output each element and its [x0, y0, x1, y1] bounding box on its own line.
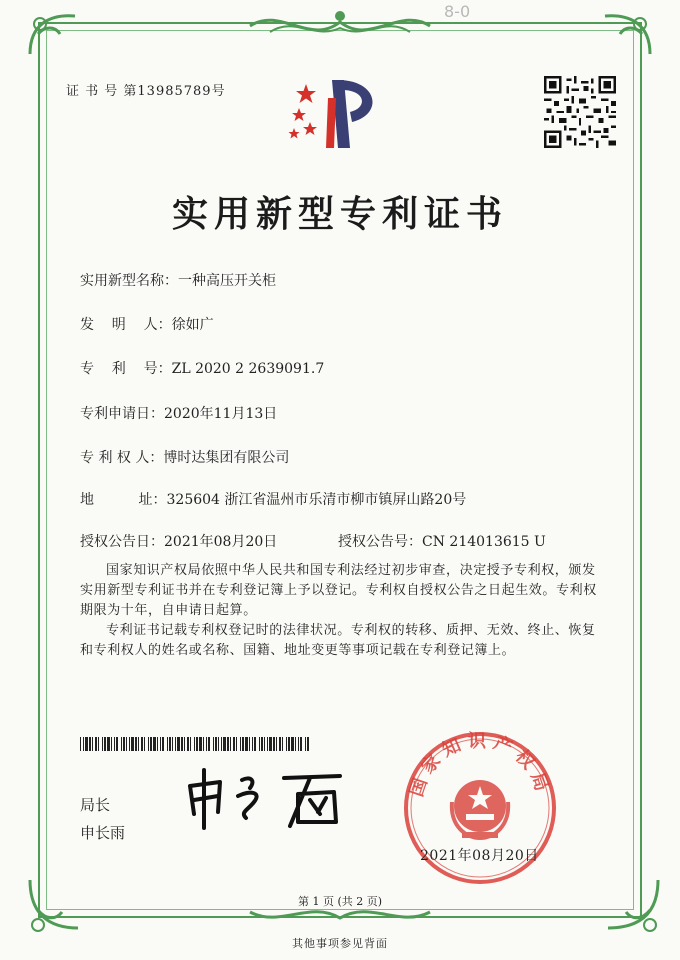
address-value: 325604 浙江省温州市乐清市柳市镇屏山路20号	[166, 492, 467, 508]
filing-date-row	[80, 403, 277, 423]
inventor-label: 发 明 人：	[80, 317, 172, 333]
grant-date-row	[80, 531, 277, 551]
patent-number-label: 专 利 号：	[80, 361, 172, 377]
director-name: 申长雨	[80, 824, 126, 842]
page-number: 第 1 页 (共 2 页)	[297, 895, 383, 908]
patentee-label: 专 利 权 人：	[80, 450, 164, 466]
filing-date-value: 2020年11月13日	[164, 406, 278, 422]
corner-ornament-top-right	[600, 4, 660, 64]
director-signature	[180, 766, 350, 836]
utility-model-name-label: 实用新型名称：	[80, 273, 178, 289]
seal-date: 2021年08月20日	[420, 848, 539, 864]
director-title: 局长	[80, 796, 111, 814]
patent-number-row	[80, 358, 324, 378]
top-ornament	[240, 6, 440, 46]
filing-date-label: 专利申请日：	[80, 406, 164, 422]
legal-status-paragraph: 专利证书记载专利权登记时的法律状况。专利权的转移、质押、无效、终止、恢复和专利权人的姓名或名称、国籍、地址变更等事项记载在专利登记簿上。	[80, 623, 596, 658]
patent-number-value: ZL 2020 2 2639091.7	[171, 361, 325, 377]
patent-office-logo-icon	[288, 78, 388, 154]
grant-date-label: 授权公告日：	[80, 534, 164, 550]
grant-statement-paragraph: 国家知识产权局依照中华人民共和国专利法经过初步审查，决定授予专利权，颁发实用新型专利证书并在专利登记簿上予以登记。专利权自授权公告之日起生效。专利权期限为十年，自申请日起算。	[80, 563, 597, 618]
address-label: 地 址：	[80, 492, 167, 508]
utility-model-name-row	[80, 270, 276, 290]
patentee-row	[80, 447, 289, 467]
grant-number-value: CN 214013615 U	[422, 534, 546, 550]
qr-code-icon	[544, 76, 616, 148]
footer-note: 其他事项参见背面	[292, 937, 388, 950]
grant-number-label: 授权公告号：	[338, 534, 422, 550]
utility-model-name-value: 一种高压开关柜	[178, 273, 276, 289]
grant-date-value: 2021年08月20日	[164, 534, 278, 550]
certificate-number: 证 书 号 第13985789号	[66, 84, 226, 99]
corner-ornament-top-left	[20, 4, 80, 64]
grant-number-row	[338, 531, 546, 551]
inventor-row	[80, 314, 214, 334]
handwritten-corner-note: 8-0	[444, 2, 471, 21]
address-row	[80, 489, 466, 509]
inventor-value: 徐如广	[171, 317, 214, 333]
seal-text: 国家知识产权局	[406, 730, 554, 800]
barcode-icon	[80, 737, 310, 751]
certificate-title: 实用新型专利证书	[171, 193, 508, 235]
patentee-value: 博时达集团有限公司	[163, 450, 290, 466]
